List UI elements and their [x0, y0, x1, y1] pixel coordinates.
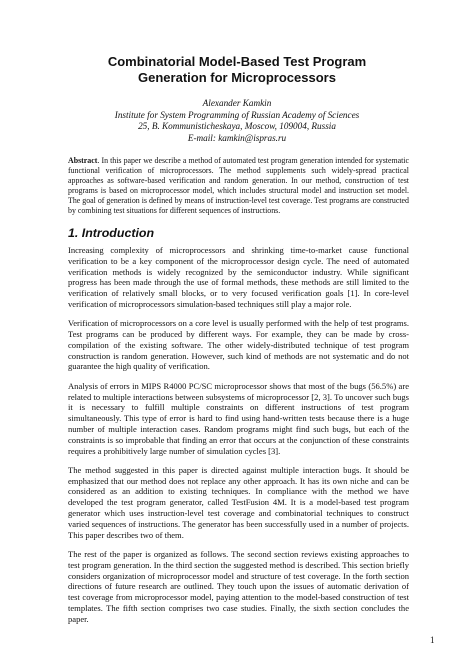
title-line-2: Generation for Microprocessors: [138, 70, 336, 85]
author-affiliation: Institute for System Programming of Russian Academy of Sciences: [114, 109, 360, 120]
author-email: E-mail: kamkin@ispras.ru: [187, 132, 287, 143]
abstract-text: . In this paper we describe a method of automated test program generation intended for systematic functional verification of microprocessors. The method supplements such widely-spread practical approaches as software-based verification and random generation. In our method, construction of test programs is based on microprocessor model, which includes structural model and instruction set model. The goal of generation is defined by means of instruction-level test coverage. Test programs are constructed by combining test situations for different sequences of instructions.: [68, 156, 409, 215]
paragraph: Analysis of errors in MIPS R4000 PC/SC microprocessor shows that most of the bugs (56.5%) are related to multiple interactions between subsystems of microprocessor [2, 3]. To uncover such bugs it is necessary to fulfill multiple constraints on different instructions of test program simultaneously. This type of error is hard to find using hand-written tests because there is a huge number of multiple interaction cases. Random programs might find such bugs, but each of the constraints is so improbable that finding an error that occurs at the conjunction of these constraints requires a prohibitively large number of simulation cycles [3].: [68, 380, 409, 456]
section-heading: 1. Introduction: [68, 226, 155, 240]
paragraph: Verification of microprocessors on a core level is usually performed with the help of test programs. Test programs can be produced by different ways. For example, they can be made by cross-compilation of the existing software. The other widely-distributed technique of test program construction is random generation. However, such kind of methods are not systematic and do not guarantee the high quality of verification.: [68, 318, 409, 372]
author-block: [40, 98, 434, 144]
page-number: 1: [430, 635, 435, 645]
paragraph: Increasing complexity of microprocessors and shrinking time-to-market cause functional verification to be a key component of the microprocessor design cycle. The need of automated verification methods is widely recognized by the semiconductor industry. While significant progress has been made through the use of formal methods, these methods are still limited to the verification of relatively small blocks, or to very focused verification goals [1]. In core-level verification of microprocessors simulation-based techniques still play a major role.: [68, 245, 409, 309]
title-line-1: Combinatorial Model-Based Test Program: [107, 54, 367, 69]
abstract: [68, 156, 409, 215]
author-address: 25, B. Kommunisticheskaya, Moscow, 109004, Russia: [138, 121, 336, 132]
paragraph: The method suggested in this paper is directed against multiple interaction bugs. It should be emphasized that our method does not replace any other approach. It has its own niche and can be considered as an addition to existing techniques. In compliance with the method we have developed the test program generator, called TestFusion 4M. It is a model-based test program generator which uses instruction-level test coverage and combinatorial techniques to construct varied sequences of instructions. The generator has been successfully used in a number of projects. This paper describes two of them.: [68, 464, 409, 540]
author-name: Alexander Kamkin: [202, 98, 272, 108]
paragraph: The rest of the paper is organized as follows. The second section reviews existing approaches to test program generation. In the third section the suggested method is described. This section briefly considers organization of microprocessor model and structure of test coverage. In the forth section directions of future research are outlined. They touch upon the issues of automatic derivation of test coverage from microprocessor model, paying attention to the model-based construction of test templates. The fifth section comprises two case studies. Finally, the sixth section concludes the paper.: [68, 548, 409, 624]
paper-title: [60, 54, 414, 86]
abstract-label: Abstract: [68, 156, 98, 165]
section-body: [68, 245, 409, 633]
